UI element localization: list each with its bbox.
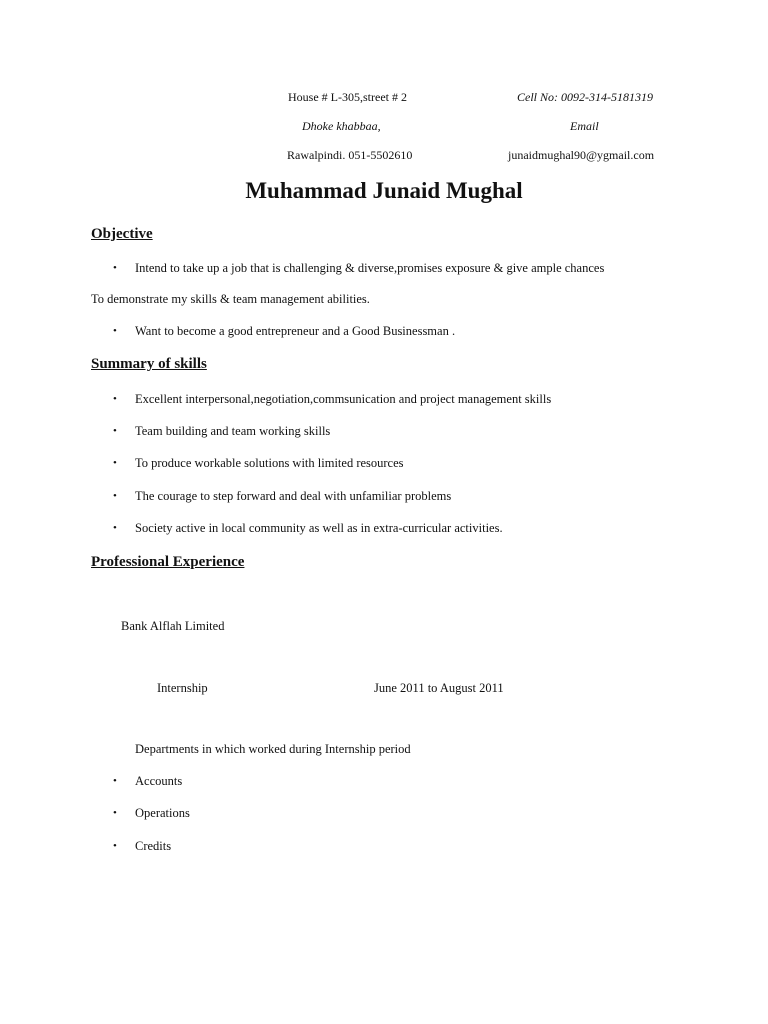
- objective-heading: Objective: [91, 226, 153, 242]
- cell-number: Cell No: 0092-314-5181319: [517, 90, 653, 104]
- email-address: junaidmughal90@ygmail.com: [508, 148, 655, 162]
- skills-heading: Summary of skills: [91, 356, 207, 372]
- address-line-1: House # L-305,street # 2: [288, 90, 407, 104]
- department-item: Credits: [135, 839, 172, 853]
- job-period: June 2011 to August 2011: [374, 681, 504, 695]
- candidate-name: Muhammad Junaid Mughal: [245, 178, 523, 203]
- bullet-marker: •: [113, 840, 117, 852]
- skill-item: Society active in local community as well as in extra-curricular activities.: [135, 521, 503, 535]
- bullet-marker: •: [113, 425, 117, 437]
- department-item: Operations: [135, 806, 190, 820]
- objective-item-2: Want to become a good entrepreneur and a Good Businessman .: [135, 324, 456, 338]
- bullet-marker: •: [113, 807, 117, 819]
- departments-intro: Departments in which worked during Internship period: [135, 742, 411, 756]
- address-line-2: Dhoke khabbaa,: [302, 119, 381, 133]
- bullet-marker: •: [113, 393, 117, 405]
- email-label: Email: [570, 119, 599, 133]
- address-line-3: Rawalpindi. 051-5502610: [287, 148, 413, 162]
- objective-continuation: To demonstrate my skills & team management abilities.: [91, 292, 370, 306]
- skill-item: Team building and team working skills: [135, 424, 331, 438]
- company-name: Bank Alflah Limited: [121, 619, 225, 633]
- objective-item-1: Intend to take up a job that is challenging & diverse,promises exposure & give ample chances: [135, 261, 605, 275]
- skill-item: To produce workable solutions with limited resources: [135, 456, 404, 470]
- skill-item: The courage to step forward and deal with unfamiliar problems: [135, 489, 452, 503]
- bullet-marker: •: [113, 522, 117, 534]
- bullet-marker: •: [113, 775, 117, 787]
- bullet-marker: •: [113, 490, 117, 502]
- bullet-marker: •: [113, 262, 117, 274]
- experience-heading: Professional Experience: [91, 554, 245, 570]
- skill-item: Excellent interpersonal,negotiation,commsunication and project management skills: [135, 392, 552, 406]
- department-item: Accounts: [135, 774, 183, 788]
- bullet-marker: •: [113, 457, 117, 469]
- bullet-marker: •: [113, 325, 117, 337]
- job-role: Internship: [157, 681, 208, 695]
